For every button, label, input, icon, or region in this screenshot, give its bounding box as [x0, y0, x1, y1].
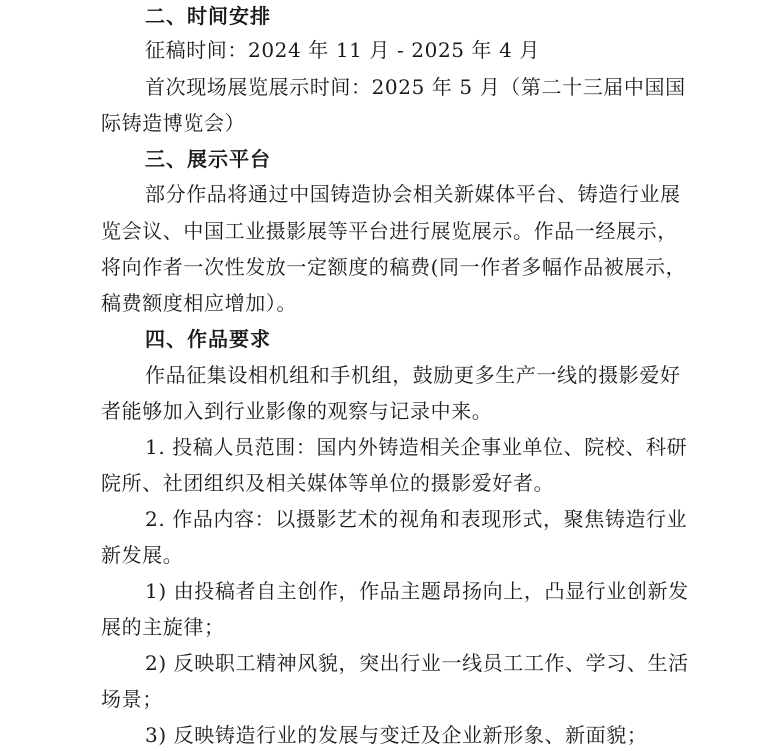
sub-item-line: 展的主旋律； — [101, 615, 225, 639]
list-item-line: 院所、社团组织及相关媒体等单位的摄影爱好者。 — [101, 471, 555, 495]
section-heading-schedule: 二、时间安排 — [145, 4, 271, 28]
paragraph-line: 览会议、中国工业摄影展等平台进行展览展示。作品一经展示， — [101, 219, 678, 243]
sub-item-line: 场景； — [101, 687, 163, 711]
paragraph-line: 首次现场展览展示时间：2025 年 5 月（第二十三届中国国 — [145, 75, 686, 99]
sub-item-line: 2) 反映职工精神风貌，突出行业一线员工工作、学习、生活 — [145, 651, 689, 675]
paragraph-line: 际铸造博览会） — [101, 111, 246, 135]
paragraph-line: 部分作品将通过中国铸造协会相关新媒体平台、铸造行业展 — [145, 182, 681, 206]
section-heading-platform: 三、展示平台 — [145, 147, 271, 171]
sub-item-line: 3) 反映铸造行业的发展与变迁及企业新形象、新面貌； — [145, 723, 648, 747]
list-item-line: 1. 投稿人员范围：国内外铸造相关企事业单位、院校、科研 — [145, 435, 688, 459]
section-heading-requirements: 四、作品要求 — [145, 327, 271, 351]
list-item-line: 新发展。 — [101, 543, 184, 567]
sub-item-line: 1) 由投稿者自主创作，作品主题昂扬向上，凸显行业创新发 — [145, 579, 689, 603]
paragraph-line: 将向作者一次性发放一定额度的稿费(同一作者多幅作品被展示， — [101, 255, 687, 279]
paragraph-line: 稿费额度相应增加）。 — [101, 291, 297, 315]
list-item-line: 2. 作品内容：以摄影艺术的视角和表现形式，聚焦铸造行业 — [145, 507, 688, 531]
paragraph-line: 者能够加入到行业影像的观察与记录中来。 — [101, 399, 493, 423]
paragraph-line: 作品征集设相机组和手机组，鼓励更多生产一线的摄影爱好 — [145, 363, 681, 387]
paragraph-line: 征稿时间：2024 年 11 月 - 2025 年 4 月 — [145, 38, 540, 62]
